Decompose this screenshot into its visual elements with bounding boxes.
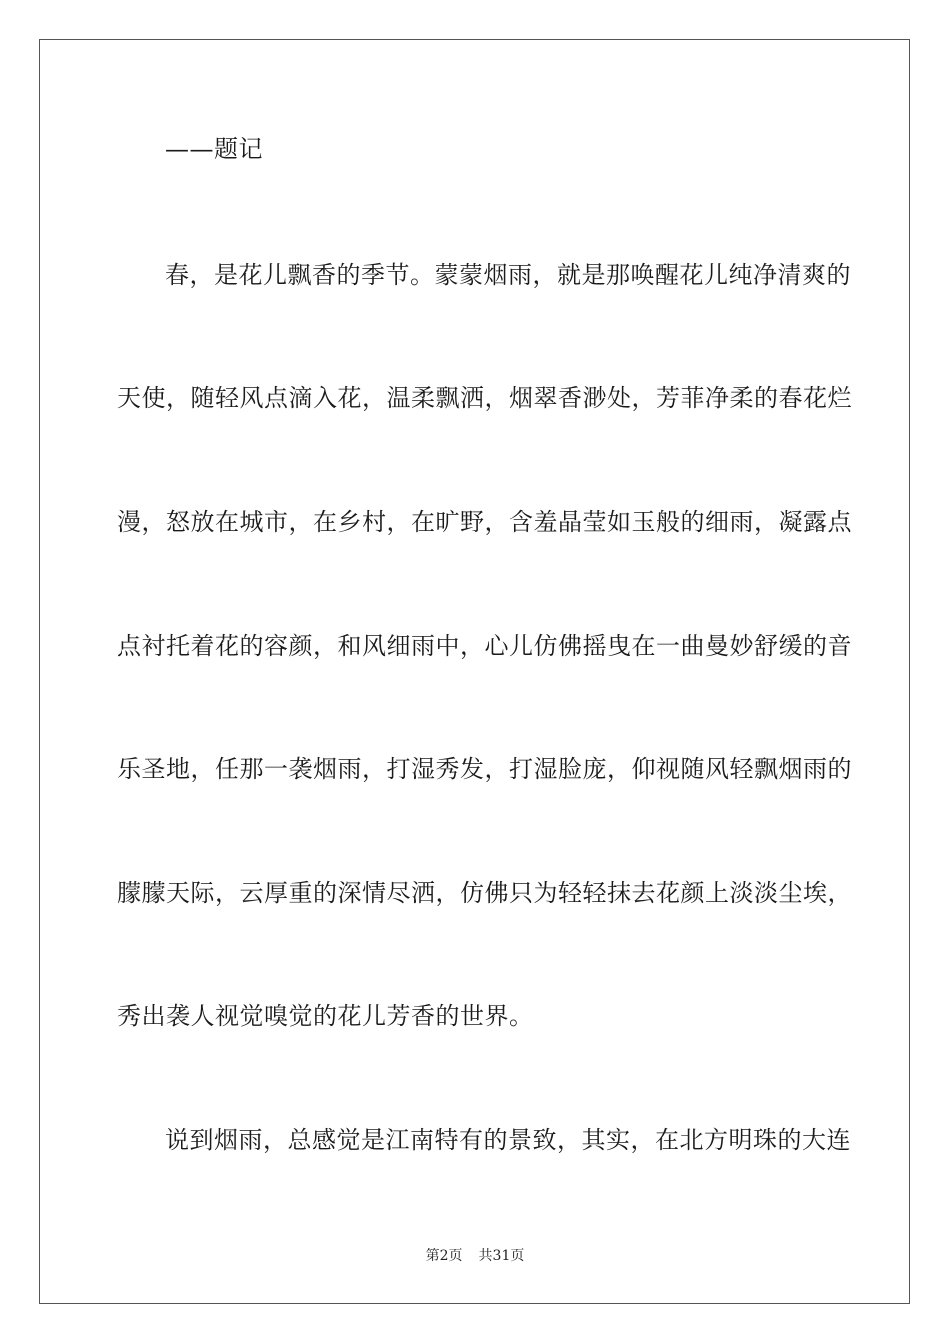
paragraph-line: 朦朦天际，云厚重的深情尽洒，仿佛只为轻轻抹去花颜上淡淡尘埃，: [117, 879, 852, 907]
epigraph: ——题记: [165, 135, 263, 163]
paragraph-line: 漫，怒放在城市，在乡村，在旷野，含羞晶莹如玉般的细雨，凝露点: [117, 508, 852, 536]
paragraph-line: 说到烟雨，总感觉是江南特有的景致，其实，在北方明珠的大连: [165, 1126, 851, 1154]
paragraph-line: 点衬托着花的容颜，和风细雨中，心儿仿佛摇曳在一曲曼妙舒缓的音: [117, 632, 852, 660]
paragraph-line: 春，是花儿飘香的季节。蒙蒙烟雨，就是那唤醒花儿纯净清爽的: [165, 261, 851, 289]
paragraph-line: 天使，随轻风点滴入花，温柔飘洒，烟翠香渺处，芳菲净柔的春花烂: [117, 384, 852, 412]
page-number-total: 共31页: [478, 1248, 525, 1264]
page-border: [39, 39, 910, 1304]
page-number-current: 第2页: [425, 1248, 463, 1264]
page-footer: [0, 1247, 950, 1265]
paragraph-line: 秀出袭人视觉嗅觉的花儿芳香的世界。: [117, 1002, 534, 1030]
paragraph-line: 乐圣地，任那一袭烟雨，打湿秀发，打湿脸庞，仰视随风轻飘烟雨的: [117, 755, 852, 783]
